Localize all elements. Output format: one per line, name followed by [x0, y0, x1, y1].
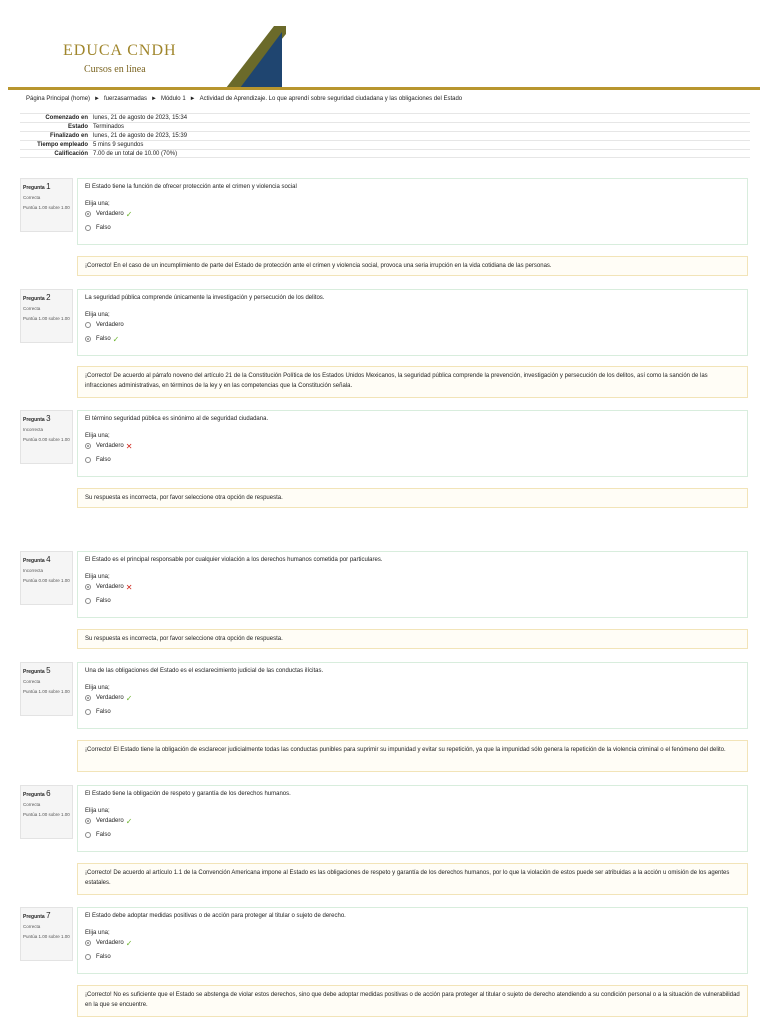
answer-option-false[interactable]	[85, 594, 740, 608]
question-number: 2	[46, 293, 51, 302]
option-label: Falso	[96, 709, 111, 715]
option-label: Verdadero	[96, 443, 124, 449]
question-1-info	[20, 178, 73, 232]
question-prompt: Elija una;	[85, 574, 110, 580]
option-label: Falso	[96, 832, 111, 838]
answer-option-true[interactable]	[85, 207, 740, 221]
radio-button-selected[interactable]	[85, 818, 91, 824]
question-text: El Estado debe adoptar medidas positivas o de acción para proteger al titular o sujeto de derecho.	[85, 913, 346, 919]
radio-button-selected[interactable]	[85, 443, 91, 449]
check-icon: ✓	[125, 209, 133, 219]
option-label: Verdadero	[96, 940, 124, 946]
question-prompt: Elija una;	[85, 930, 110, 936]
question-text: La seguridad pública comprende únicamente la investigación y persecución de los delitos.	[85, 295, 325, 301]
feedback-text: Su respuesta es incorrecta, por favor seleccione otra opción de respuesta.	[85, 495, 283, 501]
option-label: Falso	[96, 225, 111, 231]
breadcrumb-separator: ►	[151, 96, 157, 102]
radio-button-selected[interactable]	[85, 336, 91, 342]
question-state: Correcta	[23, 923, 41, 929]
question-mark: Puntúa 0.00 sobre 1.00	[23, 436, 70, 442]
radio-button[interactable]	[85, 954, 91, 960]
breadcrumb-home-link[interactable]: Página Principal (home)	[26, 96, 91, 102]
header-divider	[8, 87, 760, 90]
option-label: Verdadero	[96, 695, 124, 701]
breadcrumb-module-link[interactable]: Módulo 1	[160, 96, 186, 102]
question-number: 1	[46, 182, 51, 191]
option-label: Verdadero	[96, 584, 124, 590]
option-label: Falso	[96, 457, 111, 463]
brand-subtitle: Cursos en línea	[84, 64, 146, 75]
question-number: 6	[46, 789, 51, 798]
summary-label: Estado	[67, 124, 88, 130]
check-icon: ✓	[125, 938, 133, 948]
summary-value: 5 mins 9 segundos	[93, 142, 144, 148]
question-6-feedback	[77, 863, 748, 895]
check-icon: ✓	[125, 693, 133, 703]
answer-option-false[interactable]	[85, 221, 740, 235]
question-1-feedback	[77, 256, 748, 276]
question-mark: Puntúa 0.00 sobre 1.00	[23, 577, 70, 583]
summary-value: lunes, 21 de agosto de 2023, 15:34	[93, 115, 188, 121]
breadcrumb-course-link[interactable]: fuerzasarmadas	[103, 96, 148, 102]
question-3-info	[20, 410, 73, 464]
summary-value: Terminados	[93, 124, 125, 130]
question-7-info	[20, 907, 73, 961]
breadcrumb	[26, 96, 462, 102]
question-number: 3	[46, 414, 51, 423]
option-label: Falso	[96, 954, 111, 960]
option-label: Verdadero	[96, 818, 124, 824]
question-number: 7	[46, 911, 51, 920]
answer-option-true[interactable]	[85, 814, 740, 828]
question-state: Correcta	[23, 305, 41, 311]
cross-icon: ✕	[125, 582, 133, 592]
summary-value: 7.00 de un total de 10.00 (70%)	[93, 150, 178, 157]
radio-button[interactable]	[85, 457, 91, 463]
question-5-feedback	[77, 740, 748, 772]
question-mark: Puntúa 1.00 sobre 1.00	[23, 933, 70, 939]
question-number: 4	[46, 555, 51, 564]
question-label: Pregunta	[23, 417, 45, 423]
breadcrumb-separator: ►	[94, 96, 100, 102]
feedback-text: Su respuesta es incorrecta, por favor seleccione otra opción de respuesta.	[85, 636, 283, 642]
summary-row-grade	[20, 149, 750, 158]
answer-option-true[interactable]	[85, 318, 740, 332]
answer-option-false[interactable]	[85, 453, 740, 467]
question-7-content	[77, 907, 748, 974]
feedback-text: ¡Correcto! El Estado tiene la obligación de esclarecer judicialmente todas las conductas punibles para suprimir su impunidad y evitar su repetición, ya que la impunidad sólo genera la repetición de la violencia criminal o el fenómeno del delito.	[85, 747, 726, 753]
question-3-content	[77, 410, 748, 477]
radio-button-selected[interactable]	[85, 940, 91, 946]
question-text: El Estado tiene la función de ofrecer protección ante el crimen y violencia social	[85, 184, 297, 190]
question-state: Incorrecta	[23, 426, 44, 432]
summary-label: Comenzado en	[45, 115, 88, 121]
radio-button[interactable]	[85, 598, 91, 604]
question-text: El Estado es el principal responsable por cualquier violación a los derechos humanos cometida por particulares.	[85, 557, 383, 563]
question-2-feedback	[77, 366, 748, 398]
question-4-info	[20, 551, 73, 605]
question-label: Pregunta	[23, 792, 45, 798]
question-prompt: Elija una;	[85, 433, 110, 439]
question-mark: Puntúa 1.00 sobre 1.00	[23, 315, 70, 321]
answer-option-false[interactable]	[85, 332, 740, 346]
question-mark: Puntúa 1.00 sobre 1.00	[23, 811, 70, 817]
answer-option-true[interactable]	[85, 691, 740, 705]
feedback-text: ¡Correcto! De acuerdo al párrafo noveno del artículo 21 de la Constitución Política de los Estados Unidos Mexicanos, la seguridad pública comprende la prevención, investigación y persecución de los delitos, así como la sanción de las infracciones administrativas, en términos de la ley y en las competencias que la Constitución señala.	[85, 373, 708, 389]
radio-button[interactable]	[85, 709, 91, 715]
radio-button-selected[interactable]	[85, 695, 91, 701]
question-label: Pregunta	[23, 914, 45, 920]
answer-option-false[interactable]	[85, 828, 740, 842]
check-icon: ✓	[112, 334, 120, 344]
question-1-content	[77, 178, 748, 245]
feedback-text: ¡Correcto! En el caso de un incumplimiento de parte del Estado de protección ante el crimen y violencia social, provoca una seria irrupción en la vida cotidiana de las personas.	[85, 263, 552, 269]
question-prompt: Elija una;	[85, 808, 110, 814]
question-label: Pregunta	[23, 185, 45, 191]
summary-value: lunes, 21 de agosto de 2023, 15:39	[93, 133, 188, 139]
attempt-summary-table	[20, 113, 750, 158]
option-label: Verdadero	[96, 211, 124, 217]
summary-label: Tiempo empleado	[37, 142, 88, 148]
summary-label: Calificación	[54, 150, 88, 157]
question-5-content	[77, 662, 748, 729]
question-state: Correcta	[23, 801, 41, 807]
question-2-info	[20, 289, 73, 343]
question-6-info	[20, 785, 73, 839]
feedback-text: ¡Correcto! No es suficiente que el Estado se abstenga de violar estos derechos, sino que debe adoptar medidas positivas o de acción para proteger al titular o sujeto de derecho atendiendo a su condición personal o a la situación de vulnerabilidad en la que se encuentre.	[85, 992, 740, 1008]
question-label: Pregunta	[23, 669, 45, 675]
answer-option-true[interactable]	[85, 580, 740, 594]
summary-row-time-taken	[20, 140, 750, 149]
question-6-content	[77, 785, 748, 852]
question-mark: Puntúa 1.00 sobre 1.00	[23, 688, 70, 694]
summary-row-finished	[20, 131, 750, 140]
brand-title[interactable]: EDUCA CNDH	[63, 42, 177, 59]
question-text: El Estado tiene la obligación de respeto y garantía de los derechos humanos.	[85, 791, 291, 797]
question-mark: Puntúa 1.00 sobre 1.00	[23, 204, 70, 210]
question-state: Incorrecta	[23, 567, 44, 573]
radio-button[interactable]	[85, 322, 91, 328]
question-label: Pregunta	[23, 296, 45, 302]
summary-row-started	[20, 113, 750, 122]
summary-row-state	[20, 122, 750, 131]
breadcrumb-activity-link[interactable]: Actividad de Aprendizaje. Lo que aprendí sobre seguridad ciudadana y las obligaciones del Estado	[199, 96, 463, 102]
question-2-content	[77, 289, 748, 356]
answer-option-false[interactable]	[85, 950, 740, 964]
option-label: Falso	[96, 598, 111, 604]
question-state: Correcta	[23, 678, 41, 684]
answer-option-true[interactable]	[85, 936, 740, 950]
question-5-info	[20, 662, 73, 716]
question-state: Correcta	[23, 194, 41, 200]
question-text: Una de las obligaciones del Estado es el esclarecimiento judicial de las conductas ilícitas.	[85, 668, 324, 674]
brand-decoration	[226, 26, 286, 88]
check-icon: ✓	[125, 816, 133, 826]
question-7-feedback	[77, 985, 748, 1017]
radio-button-selected[interactable]	[85, 211, 91, 217]
question-prompt: Elija una;	[85, 685, 110, 691]
radio-button-selected[interactable]	[85, 584, 91, 590]
radio-button[interactable]	[85, 832, 91, 838]
answer-option-false[interactable]	[85, 705, 740, 719]
option-label: Falso	[96, 336, 111, 342]
page-header	[0, 0, 768, 92]
question-text: El término seguridad pública es sinónimo al de seguridad ciudadana.	[85, 416, 269, 422]
question-prompt: Elija una;	[85, 312, 110, 318]
breadcrumb-separator: ►	[189, 96, 196, 102]
feedback-text: ¡Correcto! De acuerdo al artículo 1.1 de la Convención Americana impone al Estado es las obligaciones de respeto y garantía de los derechos humanos, por lo que la violación de estos puede ser atribuidas a la acción u omisión de los agentes estatales.	[85, 870, 730, 886]
question-3-feedback	[77, 488, 748, 508]
cross-icon: ✕	[125, 441, 133, 451]
question-label: Pregunta	[23, 558, 45, 564]
question-number: 5	[46, 666, 51, 675]
question-4-content	[77, 551, 748, 618]
answer-option-true[interactable]	[85, 439, 740, 453]
summary-label: Finalizado en	[49, 133, 88, 139]
option-label: Verdadero	[96, 322, 124, 328]
radio-button[interactable]	[85, 225, 91, 231]
question-prompt: Elija una;	[85, 201, 110, 207]
question-4-feedback	[77, 629, 748, 649]
